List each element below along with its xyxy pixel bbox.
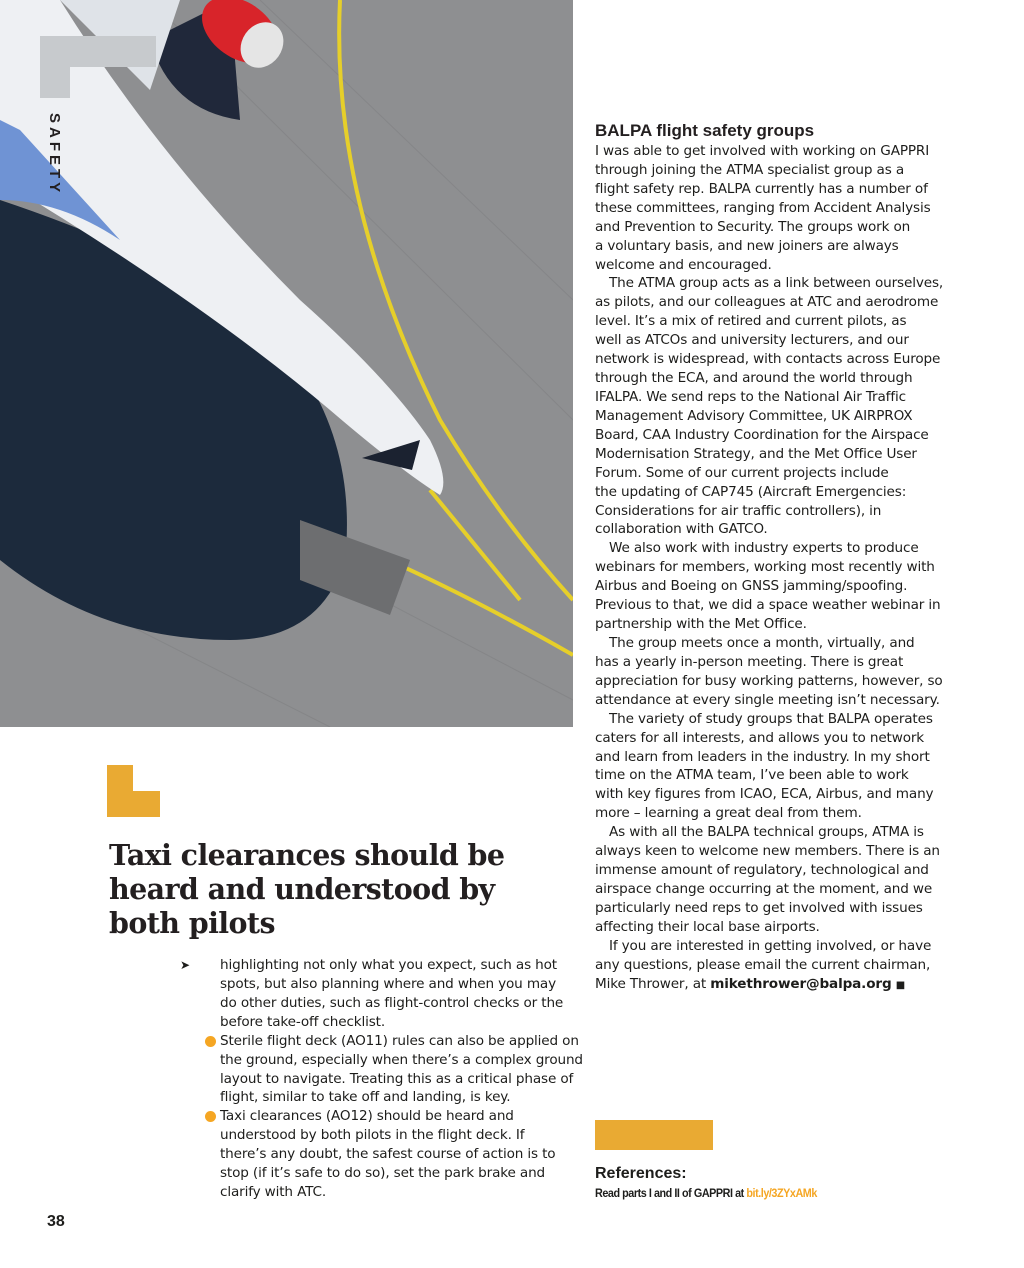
text-line: webinars for members, working most recently with — [595, 559, 935, 576]
text-line: and Prevention to Security. The groups work on — [595, 218, 911, 235]
text-line: well as ATCOs and university lecturers, and our — [595, 332, 909, 349]
text-line: collaboration with GATCO. — [595, 521, 768, 538]
text-line: before take-off checklist. — [220, 1013, 386, 1030]
text-line: and learn from leaders in the industry. In my short — [595, 748, 930, 765]
end-mark-icon: ■ — [895, 979, 906, 991]
pull-quote-headline: Taxi clearances should be heard and understood by both pilots — [109, 838, 505, 940]
text-line: Forum. Some of our current projects include — [595, 464, 889, 481]
headline-accent-shape — [107, 791, 160, 817]
text-line: particularly need reps to get involved with issues — [595, 899, 923, 916]
text-line: The variety of study groups that BALPA operates — [609, 710, 933, 727]
text-line: Management Advisory Committee, UK AIRPROX — [595, 407, 913, 424]
aircraft-illustration — [0, 0, 573, 727]
text-line: We also work with industry experts to produce — [609, 540, 919, 557]
closing-text: Mike Thrower, at — [595, 975, 711, 992]
text-line — [595, 975, 943, 994]
references-link[interactable]: bit.ly/3ZYxAMk — [746, 1186, 817, 1200]
text-line: airspace change occurring at the moment, and we — [595, 880, 933, 897]
text-line: As with all the BALPA technical groups, ATMA is — [609, 824, 924, 841]
contact-email[interactable]: mikethrower@balpa.org — [710, 975, 892, 992]
text-line: Considerations for air traffic controllers), in — [595, 502, 882, 519]
text-line: the ground, especially when there’s a complex ground — [220, 1051, 583, 1068]
text-line: as pilots, and our colleagues at ATC and aerodrome — [595, 294, 939, 311]
text-line: welcome and encouraged. — [595, 256, 772, 273]
text-line: Previous to that, we did a space weather webinar in — [595, 597, 941, 614]
text-line: understood by both pilots in the flight deck. If — [220, 1127, 525, 1144]
bullet-dot-icon — [205, 1111, 216, 1122]
text-line: always keen to welcome new members. There is an — [595, 843, 940, 860]
text-line: a voluntary basis, and new joiners are always — [595, 237, 899, 254]
text-line: highlighting not only what you expect, such as hot — [220, 957, 557, 973]
text-line: flight, similar to take off and landing, is key. — [220, 1089, 511, 1106]
text-line: level. It’s a mix of retired and current pilots, as — [595, 313, 907, 330]
text-line: more – learning a great deal from them. — [595, 805, 862, 822]
references-heading: References: — [595, 1165, 687, 1182]
continuation-arrow-icon: ➤ — [180, 958, 191, 972]
text-line: Modernisation Strategy, and the Met Office User — [595, 445, 917, 462]
bullet-dot-icon — [205, 1036, 216, 1047]
text-line: IFALPA. We send reps to the National Air Traffic — [595, 388, 906, 405]
section-tag: SAFETY — [46, 113, 63, 197]
text-line: Board, CAA Industry Coordination for the Airspace — [595, 426, 929, 443]
text-line: any questions, please email the current chairman, — [595, 956, 931, 973]
text-line: layout to navigate. Treating this as a critical phase of — [220, 1070, 574, 1087]
text-line: these committees, ranging from Accident Analysis — [595, 199, 931, 216]
text-line: clarify with ATC. — [220, 1184, 327, 1201]
text-line: affecting their local base airports. — [595, 918, 820, 935]
page-number: 38 — [47, 1213, 65, 1230]
text-line: Sterile flight deck (AO11) rules can also be applied on — [220, 1032, 579, 1049]
text-line: time on the ATMA team, I’ve been able to work — [595, 767, 909, 784]
text-line: caters for all interests, and allows you to network — [595, 729, 925, 746]
text-line: through joining the ATMA specialist group as a — [595, 161, 904, 178]
text-line: The ATMA group acts as a link between ourselves, — [609, 275, 944, 292]
references-accent-bar — [595, 1120, 713, 1150]
text-line: flight safety rep. BALPA currently has a number of — [595, 180, 928, 197]
section-heading: BALPA flight safety groups — [595, 121, 815, 140]
section-marker-shape — [40, 36, 70, 98]
text-line: partnership with the Met Office. — [595, 616, 807, 633]
text-line: there’s any doubt, the safest course of action is to — [220, 1146, 556, 1163]
references-label: Read parts I and II of GAPPRI at — [595, 1186, 747, 1200]
text-line: Airbus and Boeing on GNSS jamming/spoofing. — [595, 578, 908, 595]
text-line: I was able to get involved with working on GAPPRI — [595, 143, 930, 159]
text-line: the updating of CAP745 (Aircraft Emergencies: — [595, 483, 907, 500]
text-line: has a yearly in-person meeting. There is great — [595, 653, 904, 670]
text-line: through the ECA, and around the world through — [595, 370, 913, 387]
text-line: Taxi clearances (AO12) should be heard and — [220, 1108, 514, 1125]
text-line: do other duties, such as flight-control checks or the — [220, 994, 564, 1011]
text-line: spots, but also planning where and when you may — [220, 975, 556, 992]
text-line: appreciation for busy working patterns, however, so — [595, 672, 943, 689]
text-line: If you are interested in getting involved, or have — [609, 937, 932, 954]
text-line: stop (if it’s safe to do so), set the park brake and — [220, 1165, 546, 1182]
text-line: network is widespread, with contacts across Europe — [595, 351, 941, 368]
text-line: attendance at every single meeting isn’t necessary. — [595, 691, 940, 708]
right-body-column — [595, 142, 943, 993]
text-line: The group meets once a month, virtually, and — [609, 634, 915, 651]
text-line: immense amount of regulatory, technological and — [595, 862, 929, 879]
aircraft-photo — [0, 0, 573, 727]
left-body-column — [220, 956, 583, 1202]
text-line: with key figures from ICAO, ECA, Airbus, and many — [595, 786, 934, 803]
references-text — [595, 1186, 817, 1200]
